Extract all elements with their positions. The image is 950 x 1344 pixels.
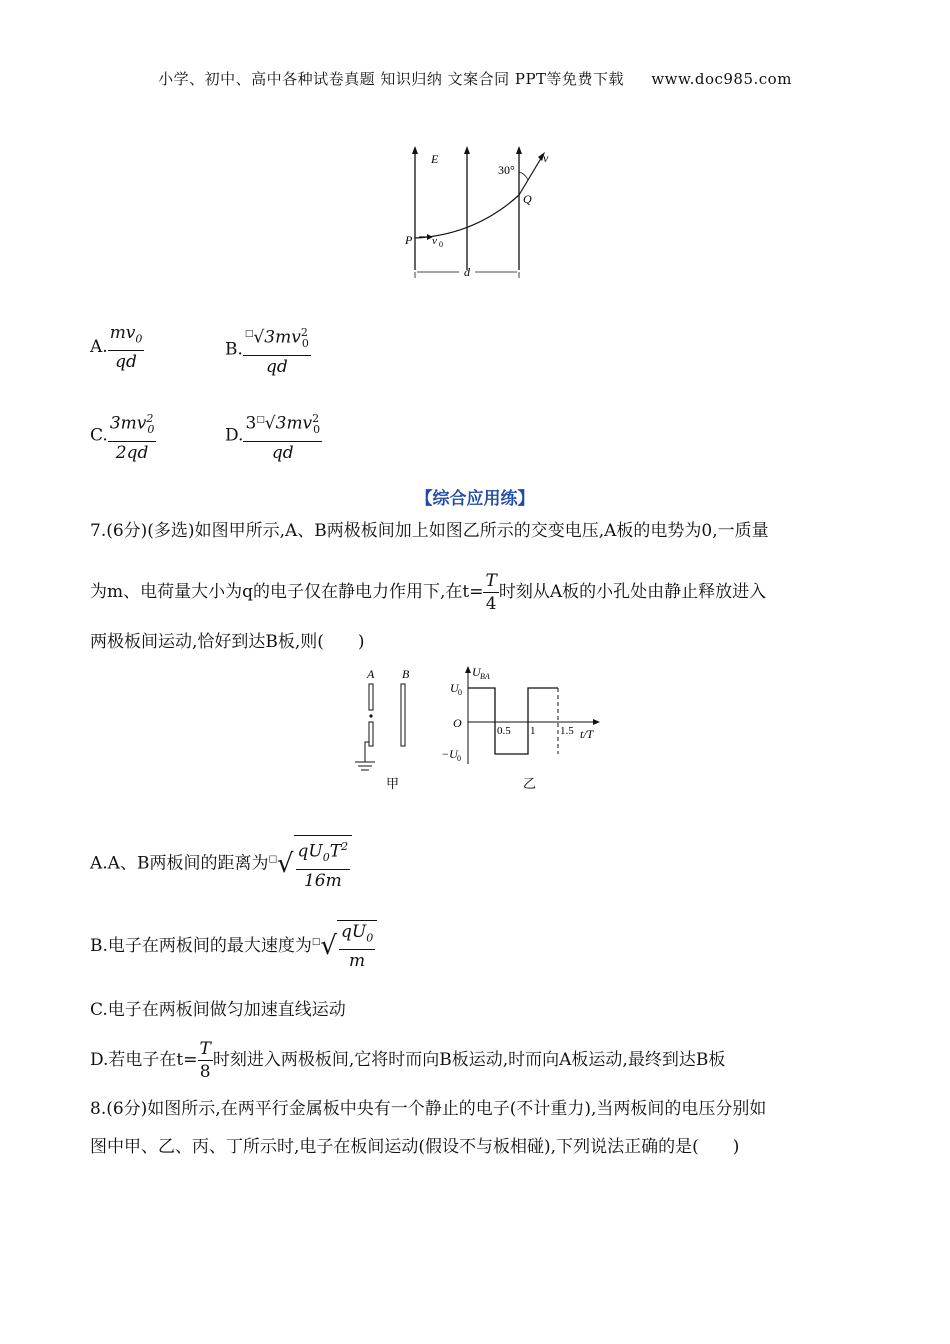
label-v0-sub: 0 — [439, 240, 443, 249]
plate-b — [401, 684, 405, 746]
q6-option-d[interactable] — [225, 408, 322, 464]
option-d-fraction: $\frac{3^□√3mv^2_0}{qd}$ — [243, 408, 322, 464]
ground-wire — [365, 742, 369, 762]
label-d: d — [464, 265, 470, 279]
axis-label-t: t/T — [580, 727, 594, 741]
tick-0-5: 0.5 — [497, 725, 511, 737]
electron-dot — [369, 714, 372, 717]
label-v: v — [543, 151, 549, 165]
option-d-label: D. — [225, 425, 244, 446]
label-neg-u0: −U — [441, 747, 458, 761]
field-arrow-3 — [516, 146, 522, 154]
label-Q: Q — [523, 192, 532, 206]
q7-line3: 两极板间运动,恰好到达B板,则( ) — [90, 632, 365, 652]
label-P: P — [405, 233, 413, 247]
x-axis-arrow — [593, 719, 600, 725]
plate-a-lower — [369, 722, 373, 746]
label-E: E — [431, 152, 439, 166]
option-a-fraction: $\frac{mv_0}{qd}$ — [109, 323, 143, 373]
field-arrow-1 — [412, 146, 418, 154]
q8-line1: 8.(6分)如图所示,在两平行金属板中央有一个静止的电子(不计重力),当两板间的电压分别如 — [90, 1099, 767, 1119]
plate-b-label: B — [402, 667, 410, 681]
svg-text:0: 0 — [457, 754, 461, 763]
option-a-label: A. — [90, 337, 108, 358]
header-text: 小学、初中、高中各种试卷真题 知识归纳 文案合同 PPT等免费下载 — [158, 70, 625, 88]
label-u0: U — [450, 681, 459, 695]
q7-option-b[interactable]: B.电子在两板间的最大速度为□√ $\frac{qU_0}{m}$ — [90, 920, 377, 972]
section-title: 【综合应用练】 — [415, 489, 535, 509]
plate-a-upper — [369, 684, 373, 710]
q7-fraction-t4: $\frac{T}{4}$ — [485, 571, 497, 614]
svg-text:0: 0 — [458, 688, 462, 697]
label-v0: v — [432, 235, 437, 247]
caption-yi: 乙 — [523, 777, 537, 792]
plate-a-label: A — [367, 667, 375, 681]
q7-line1: 7.(6分)(多选)如图甲所示,A、B两极板间加上如图乙所示的交变电压,A板的电势为0,一质量 — [90, 521, 769, 541]
tick-1-5: 1.5 — [560, 725, 574, 737]
velocity-line — [519, 155, 543, 195]
q6-option-a[interactable] — [90, 322, 144, 373]
svg-text:BA: BA — [480, 672, 490, 681]
figure-jia-plates — [345, 664, 425, 794]
page-header — [0, 68, 950, 89]
figure-yi-voltage-graph — [438, 664, 608, 794]
voltage-waveform — [468, 688, 558, 754]
angle-arc — [519, 172, 528, 180]
q6-option-b[interactable] — [225, 322, 311, 378]
field-trajectory-figure — [395, 140, 565, 280]
q7-option-c[interactable]: C.电子在两板间做匀加速直线运动 — [90, 1000, 346, 1020]
q7-fraction-t8: $\frac{T}{8}$ — [199, 1039, 211, 1082]
y-axis-arrow — [465, 666, 471, 673]
header-url: www.doc985.com — [651, 70, 792, 88]
option-c-label: C. — [90, 425, 108, 446]
field-arrow-2 — [464, 146, 470, 154]
option-c-fraction: $\frac{3mv^2_0}{2qd}$ — [108, 408, 157, 464]
option-b-fraction: $\frac{^□√3mv^2_0}{qd}$ — [243, 322, 311, 378]
label-origin: O — [453, 716, 462, 730]
label-uba: U — [472, 665, 481, 679]
tick-1: 1 — [530, 725, 536, 737]
q7-option-a[interactable]: A.A、B两板间的距离为□√ $\frac{qU_0T^2}{16m}$ — [90, 835, 352, 892]
q7-line2: 为m、电荷量大小为q的电子仅在静电力作用下,在t= $\frac{T}{4}$ 时刻从A板的小孔处由静止释放进入 — [90, 571, 767, 614]
q6-option-c[interactable] — [90, 408, 156, 464]
q7-option-d[interactable]: D.若电子在t= $\frac{T}{8}$ 时刻进入两极板间,它将时而向B板运动,时而向A板运动,最终到达B板 — [90, 1039, 726, 1082]
caption-jia: 甲 — [386, 777, 400, 792]
q8-line2: 图中甲、乙、丙、丁所示时,电子在板间运动(假设不与板相碰),下列说法正确的是( ) — [90, 1137, 740, 1157]
option-b-label: B. — [225, 339, 243, 360]
label-angle: 30° — [498, 163, 515, 177]
